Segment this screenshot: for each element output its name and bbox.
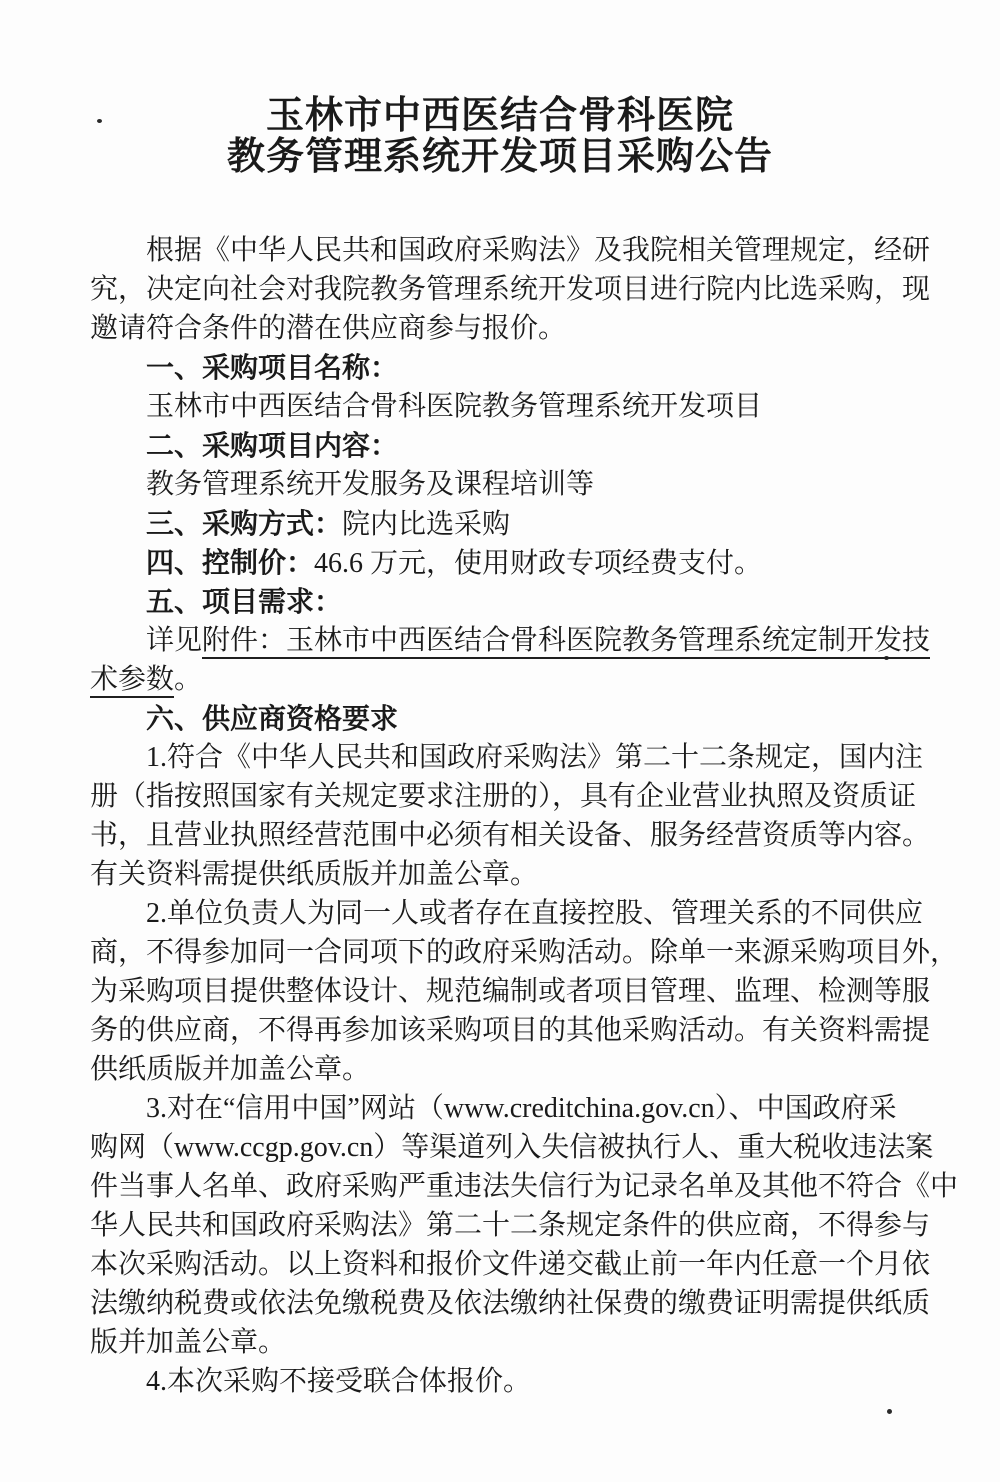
text-segment: 务的供应商，不得再参加该采购项目的其他采购活动。有关资料需提 [90, 1015, 931, 1046]
text-segment: 有关资料需提供纸质版并加盖公章。 [90, 859, 539, 890]
document-line [90, 1167, 959, 1206]
text-segment: 购网（www.ccgp.gov.cn）等渠道列入失信被执行人、重大税收违法案 [90, 1132, 934, 1163]
title-line-1: 玉林市中西医结合骨科医院 [265, 95, 734, 137]
text-segment: 书，且营业执照经营范围中必须有相关设备、服务经营资质等内容。 [90, 820, 931, 851]
document-line [90, 933, 959, 972]
heading-segment: 二、采购项目内容： [146, 429, 399, 462]
scan-speck-artifact [887, 1409, 892, 1414]
document-line [90, 1011, 931, 1050]
text-segment: 本次采购活动。以上资料和报价文件递交截止前一年内任意一个月依 [90, 1249, 931, 1280]
heading-segment: 六、供应商资格要求 [146, 702, 399, 735]
document-line [90, 1245, 931, 1284]
text-segment: 版并加盖公章。 [90, 1327, 287, 1358]
text-segment: 为采购项目提供整体设计、规范编制或者项目管理、监理、检测等服 [90, 976, 931, 1007]
document-line [90, 426, 912, 465]
document-line [90, 582, 912, 621]
text-segment: 4.本次采购不接受联合体报价。 [146, 1366, 532, 1397]
document-line [90, 465, 912, 504]
text-segment: 教务管理系统开发服务及课程培训等 [146, 469, 595, 500]
text-segment: 院内比选采购 [342, 509, 511, 540]
heading-segment: 五、项目需求： [146, 585, 343, 618]
document-line [90, 1050, 912, 1089]
text-segment: 详见 [146, 625, 203, 656]
document-line [90, 1323, 912, 1362]
document-line [90, 1284, 931, 1323]
document-line [90, 855, 912, 894]
text-segment: 1.符合《中华人民共和国政府采购法》第二十二条规定，国内注 [146, 742, 924, 773]
document-line [90, 1206, 931, 1245]
document-line [90, 1128, 934, 1167]
document-line [90, 777, 917, 816]
text-segment: 商，不得参加同一合同项下的政府采购活动。除单一来源采购项目外， [90, 937, 959, 968]
document-line [90, 1362, 912, 1401]
text-segment: 供纸质版并加盖公章。 [90, 1054, 371, 1085]
document-line [90, 660, 912, 699]
document-line [90, 699, 912, 738]
text-segment: 华人民共和国政府采购法》第二十二条规定条件的供应商，不得参与 [90, 1210, 931, 1241]
document-line [90, 270, 931, 309]
text-segment: 究，决定向社会对我院教务管理系统开发项目进行院内比选采购，现 [90, 274, 931, 305]
text-segment: 玉林市中西医结合骨科医院教务管理系统开发项目 [146, 391, 763, 422]
text-segment: 法缴纳税费或依法免缴税费及依法缴纳社保费的缴费证明需提供纸质 [90, 1288, 931, 1319]
text-segment: 邀请符合条件的潜在供应商参与报价。 [90, 313, 567, 344]
title-line-2: 教务管理系统开发项目采购公告 [226, 136, 773, 178]
text-segment: 46.6 万元，使用财政专项经费支付。 [314, 548, 763, 579]
text-segment: 根据《中华人民共和国政府采购法》及我院相关管理规定，经研 [146, 235, 931, 266]
document-line [90, 309, 912, 348]
document-line [90, 543, 912, 582]
heading-segment: 一、采购项目名称： [146, 351, 399, 384]
text-segment: 2.单位负责人为同一人或者存在直接控股、管理关系的不同供应 [146, 898, 924, 929]
document-line [90, 387, 912, 426]
text-segment: 册（指按照国家有关规定要求注册的），具有企业营业执照及资质证 [90, 781, 917, 812]
text-segment: 件当事人名单、政府采购严重违法失信行为记录名单及其他不符合《中 [90, 1171, 959, 1202]
document-line [90, 816, 931, 855]
document-line [90, 348, 912, 387]
document-line [90, 738, 924, 777]
text-segment: 。 [174, 664, 203, 695]
document-line [90, 972, 931, 1011]
document-line [90, 894, 924, 933]
document-line [90, 231, 931, 270]
document-line [90, 504, 912, 543]
text-segment: 3.对在“信用中国”网站（www.creditchina.gov.cn）、中国政府采 [146, 1093, 897, 1124]
document-body [90, 231, 959, 1401]
document-line [90, 621, 931, 660]
underlined-segment: 附件：玉林市中西医结合骨科医院教务管理系统定制开发技 [202, 625, 930, 659]
document-line [90, 1089, 912, 1128]
heading-segment: 三、采购方式： [146, 507, 343, 540]
heading-segment: 四、控制价： [146, 546, 315, 579]
document-title [0, 96, 1000, 178]
underlined-segment: 术参数 [90, 664, 174, 698]
